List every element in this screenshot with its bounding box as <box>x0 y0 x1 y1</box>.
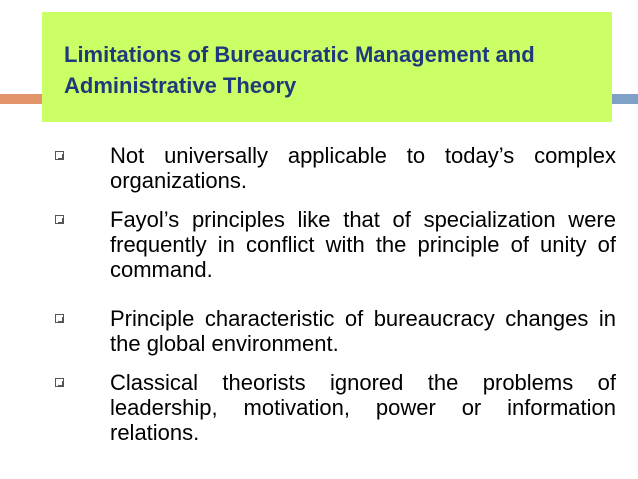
hollow-square-bullet-icon <box>55 378 64 387</box>
hollow-square-bullet-icon <box>55 215 64 224</box>
accent-bar-right <box>612 94 638 104</box>
bullet-text: Principle characteristic of bureaucracy changes in the global environment. <box>110 306 616 356</box>
bullet-text: Fayol’s principles like that of specialization were frequently in conflict with the principle of unity of command. <box>110 207 616 282</box>
bullet-text: Not universally applicable to today’s complex organizations. <box>110 143 616 193</box>
hollow-square-bullet-icon <box>55 314 64 323</box>
bullet-text: Classical theorists ignored the problems of leadership, motivation, power or information relations. <box>110 370 616 445</box>
slide-title: Limitations of Bureaucratic Management and Administrative Theory <box>64 42 535 98</box>
accent-bar-left <box>0 94 42 104</box>
title-box <box>42 12 612 122</box>
hollow-square-bullet-icon <box>55 151 64 160</box>
